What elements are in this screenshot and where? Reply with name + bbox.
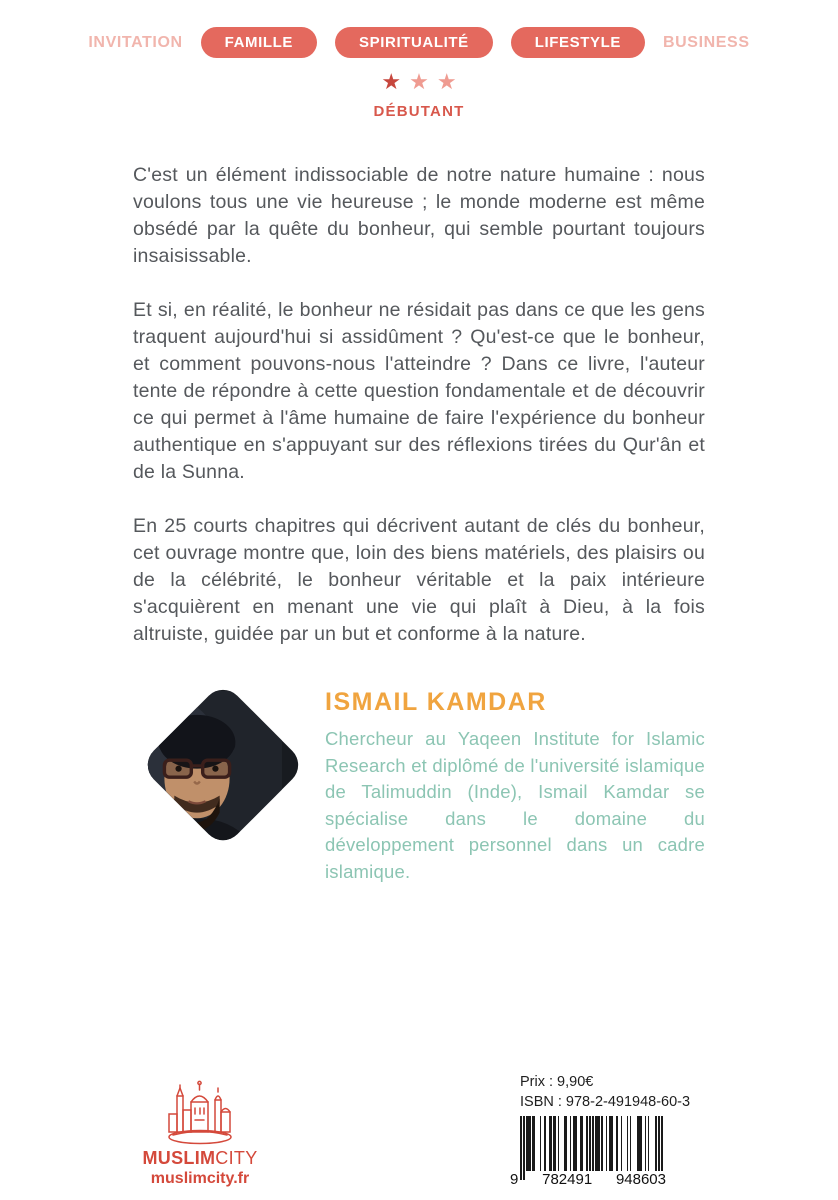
price: Prix : 9,90€ bbox=[520, 1074, 594, 1090]
star-rating bbox=[0, 71, 838, 100]
author-name: ISMAIL KAMDAR bbox=[325, 688, 547, 716]
publisher-logo-block bbox=[130, 1080, 270, 1188]
author-text bbox=[325, 684, 705, 885]
muslimcity-skyline-icon bbox=[157, 1080, 243, 1146]
category-tag-famille: FAMILLE bbox=[201, 27, 317, 58]
level-label: DÉBUTANT bbox=[373, 103, 465, 120]
category-tags-row bbox=[0, 0, 838, 58]
category-tag-spiritualite: SPIRITUALITÉ bbox=[335, 27, 493, 58]
author-photo bbox=[139, 682, 306, 849]
barcode-digit-group: 948603 bbox=[615, 1171, 666, 1188]
category-tag-business: BUSINESS bbox=[663, 33, 750, 51]
author-photo-wrap bbox=[120, 684, 325, 824]
star-icon: ★ bbox=[409, 69, 429, 94]
category-tag-invitation: INVITATION bbox=[88, 33, 183, 51]
isbn: ISBN : 978-2-491948-60-3 bbox=[520, 1094, 691, 1110]
synopsis-paragraph-3: En 25 courts chapitres qui décrivent autant de clés du bonheur, cet ouvrage montre que, loin des biens matériels, des plaisirs ou de la célébrité, le bonheur véritable et la paix intérieure s'acquièrent en menant une vie qui plaît à Dieu, à la fois altruiste, guidée par un but et conforme à la nature. bbox=[133, 515, 705, 645]
synopsis-paragraph-1: C'est un élément indissociable de notre nature humaine : nous voulons tous une vie heureuse ; le monde moderne est même obsédé par la quête du bonheur, qui semble pourtant toujours insaisissable. bbox=[133, 164, 705, 267]
purchase-info bbox=[510, 1072, 691, 1188]
author-portrait-illustration bbox=[139, 691, 281, 849]
difficulty-level bbox=[0, 71, 838, 120]
publisher-name bbox=[130, 1148, 270, 1168]
publisher-name-light: CITY bbox=[215, 1148, 258, 1168]
barcode-digit-group: 782491 bbox=[542, 1171, 593, 1188]
category-tag-lifestyle: LIFESTYLE bbox=[511, 27, 645, 58]
star-icon: ★ bbox=[381, 69, 402, 94]
synopsis-paragraph-2: Et si, en réalité, le bonheur ne résidait pas dans ce que les gens traquent aujourd'hui si assidûment ? Qu'est-ce que le bonheur, et comment pouvons-nous l'atteindre ? Dans ce livre, l'auteur tente de répondre à cette question fondamentale et de découvrir ce qui permet à l'âme humaine de faire l'expérience du bonheur authentique en s'appuyant sur des réflexions tirées du Qur'ân et de la Sunna. bbox=[133, 299, 705, 483]
barcode-digit-group: 9 bbox=[510, 1171, 519, 1188]
synopsis bbox=[133, 162, 705, 648]
author-section bbox=[120, 684, 705, 885]
footer bbox=[0, 1072, 838, 1188]
publisher-website: muslimcity.fr bbox=[150, 1170, 250, 1187]
star-icon: ★ bbox=[436, 69, 457, 94]
author-bio: Chercheur au Yaqeen Institute for Islamic Research et diplômé de l'université islamique de Talimuddin (Inde), Ismail Kamdar se spécialise dans le domaine du développement personnel dans un cadre islamique. bbox=[325, 728, 705, 882]
publisher-name-bold: MUSLIM bbox=[142, 1148, 216, 1168]
